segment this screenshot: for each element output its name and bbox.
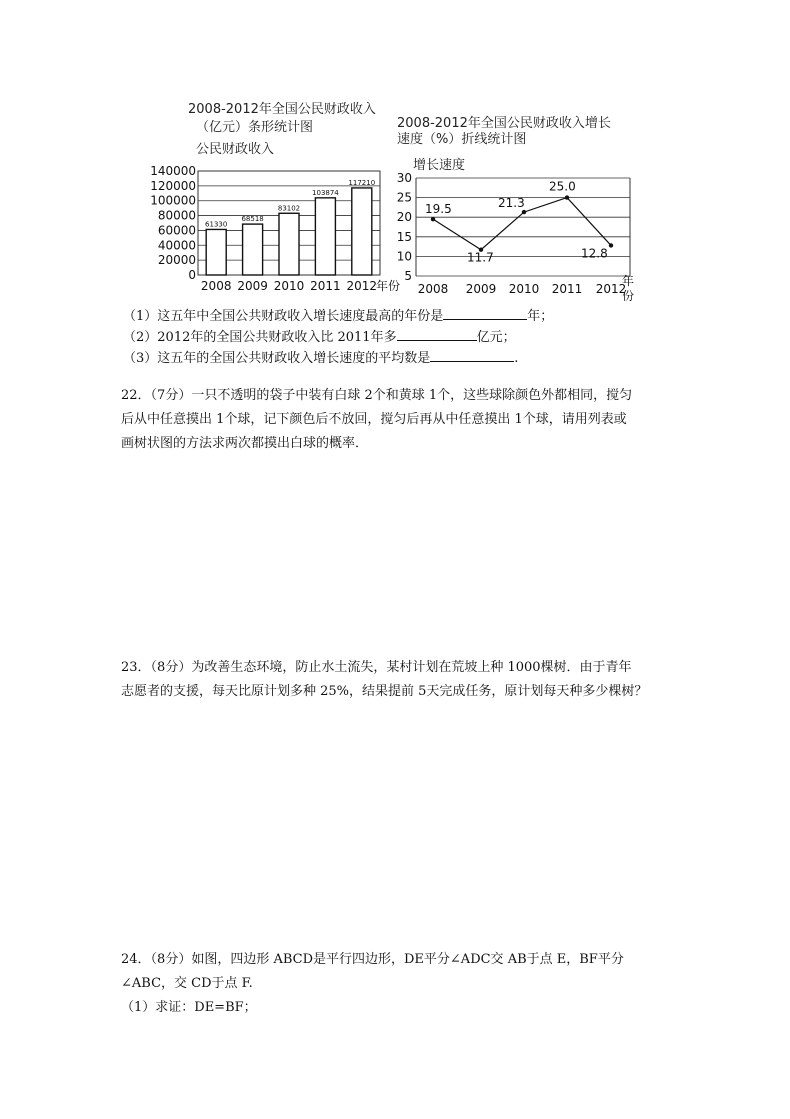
question-24 (121, 948, 681, 1020)
sub-question-2-suffix: 亿元； (476, 330, 516, 345)
line-x-tick-label: 2009 (465, 282, 497, 296)
bar-y-tick-label: 40000 (157, 238, 196, 253)
bar-value-label: 117210 (348, 178, 376, 187)
bar-y-tick-label: 120000 (150, 178, 196, 193)
line-value-label: 25.0 (549, 179, 576, 194)
line-x-unit-label-1: 年 (622, 274, 635, 288)
bar-x-tick-label: 2009 (237, 279, 268, 293)
line-x-unit-label-2: 份 (622, 289, 635, 303)
question-23-line1: 23．（8分）为改善生态环境，防止水土流失，某村计划在荒坡上种 1000棵树．由于青年 (121, 660, 632, 675)
line-y-tick-label: 20 (396, 210, 412, 225)
line-value-label: 12.8 (581, 246, 608, 261)
line-y-tick-label: 10 (396, 249, 412, 264)
question-23 (121, 656, 681, 704)
line-y-tick-label: 15 (396, 229, 412, 244)
bar-chart-title-line2: （亿元）条形统计图 (196, 120, 314, 135)
sub-question-3-suffix: . (514, 351, 519, 366)
bar-value-label: 103874 (312, 188, 339, 197)
bar-y-tick-label: 20000 (157, 253, 196, 268)
bar-y-tick-label: 100000 (150, 193, 196, 208)
question-24-line1: 24．（8分）如图，四边形 ABCD是平行四边形，DE平分∠ADC交 AB于点 E，BF平分 (121, 952, 624, 967)
line-point (522, 210, 526, 214)
sub-question-1 (123, 305, 553, 328)
line-x-tick-label: 2011 (551, 282, 583, 296)
bar-x-tick-label: 2011 (310, 279, 341, 293)
bar (352, 188, 372, 275)
question-22 (121, 384, 681, 456)
question-22-line1: 22．（7分）一只不透明的袋子中装有白球 2个和黄球 1个，这些球除颜色外都相同，搅匀 (121, 388, 633, 403)
line-value-label: 19.5 (425, 202, 452, 217)
line-x-tick-label: 2008 (417, 282, 449, 296)
bar-chart-ylabel: 公民财政收入 (196, 142, 275, 157)
line-chart (392, 170, 642, 305)
sub-question-3-text: （3）这五年的全国公共财政收入增长速度的平均数是 (123, 351, 431, 366)
answer-blank-1[interactable] (443, 305, 527, 320)
sub-question-2 (123, 326, 516, 349)
bar (279, 213, 299, 275)
line-point (431, 217, 435, 221)
question-24-line3: （1）求证：DE=BF； (121, 1000, 257, 1015)
question-22-line3: 画树状图的方法求两次都摸出白球的概率． (121, 436, 369, 451)
bar-y-tick-label: 0 (188, 268, 196, 282)
bar-y-tick-label: 140000 (150, 164, 196, 178)
line-y-tick-label: 5 (404, 269, 412, 283)
sub-question-1-text: （1）这五年中全国公共财政收入增长速度最高的年份是 (123, 309, 444, 324)
bar-value-label: 68518 (241, 215, 264, 224)
bar (206, 229, 226, 275)
bar-x-tick-label: 2008 (200, 279, 232, 293)
bar-value-label: 83102 (277, 204, 301, 213)
line-point (565, 195, 569, 199)
bar-value-label: 61330 (205, 220, 228, 229)
line-x-tick-label: 2010 (508, 282, 540, 296)
bar-x-tick-label: 2012 (346, 279, 378, 293)
line-value-label: 11.7 (467, 250, 494, 265)
bar-chart-title-line1: 2008-2012年全国公民财政收入 (188, 102, 376, 117)
answer-blank-2[interactable] (397, 326, 477, 341)
question-23-line2: 志愿者的支援，每天比原计划多种 25%，结果提前 5天完成任务，原计划每天种多少棵树？ (121, 684, 648, 699)
line-y-tick-label: 30 (396, 171, 412, 185)
line-x-tick-label: 2012 (595, 282, 627, 296)
sub-question-2-text: （2）2012年的全国公共财政收入比 2011年多 (123, 330, 397, 345)
bar-y-tick-label: 60000 (157, 223, 196, 238)
bar-y-tick-label: 80000 (157, 208, 196, 223)
question-22-line2: 后从中任意摸出 1个球，记下颜色后不放回，搅匀后再从中任意摸出 1个球，请用列表或 (121, 412, 627, 427)
answer-blank-3[interactable] (430, 347, 514, 362)
line-chart-title-line2: 速度（%）折线统计图 (397, 132, 527, 147)
line-chart-title-line1: 2008-2012年全国公民财政收入增长 (397, 116, 611, 131)
line-value-label: 21.3 (498, 196, 525, 211)
bar (243, 224, 263, 275)
bar-x-tick-label: 2010 (273, 279, 305, 293)
line-y-tick-label: 25 (396, 190, 412, 205)
question-24-line2: ∠ABC，交 CD于点 F. (121, 976, 253, 991)
bar-chart (140, 160, 401, 300)
sub-question-3 (123, 347, 518, 370)
line-chart-ylabel: 增长速度 (413, 158, 466, 173)
sub-question-1-suffix: 年； (527, 309, 554, 324)
line-point (609, 243, 613, 247)
bar (315, 198, 335, 275)
bar-x-unit-label: 年份 (376, 279, 401, 293)
